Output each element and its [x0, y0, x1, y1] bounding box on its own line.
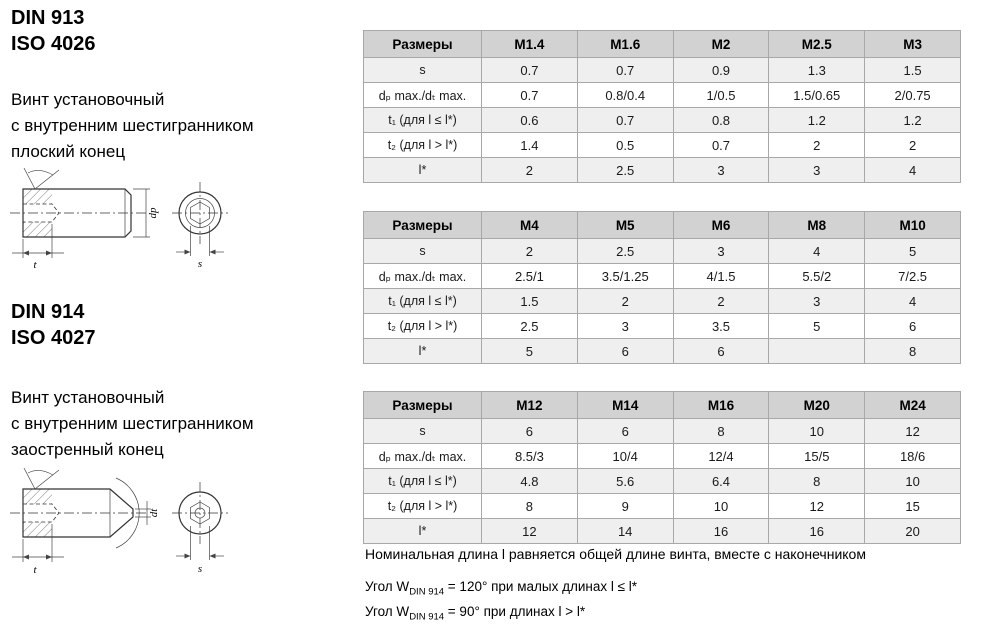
spec-value: 2 — [769, 133, 865, 158]
spec-value: 0.8/0.4 — [577, 83, 673, 108]
size-header: M5 — [577, 212, 673, 239]
spec-value: 0.7 — [673, 133, 769, 158]
note-text: = 120° при малых длинах l ≤ l* — [444, 579, 638, 594]
dim-label-dp: dp — [147, 207, 159, 219]
spec-row — [364, 108, 961, 133]
description-line: Винт установочный — [11, 90, 165, 109]
sizes-column-header: Размеры — [364, 31, 482, 58]
spec-table-m1-4-to-m3 — [363, 30, 961, 183]
row-label: t₂ (для l > l*) — [364, 494, 482, 519]
size-header: M1.6 — [577, 31, 673, 58]
spec-row — [364, 444, 961, 469]
standard-codes-din913 — [11, 5, 96, 57]
row-label: t₁ (для l ≤ l*) — [364, 289, 482, 314]
standard-code-iso: ISO 4027 — [11, 327, 96, 349]
note-subscript: DIN 914 — [409, 611, 445, 623]
spec-value: 7/2.5 — [865, 264, 961, 289]
spec-row — [364, 133, 961, 158]
spec-value: 6 — [673, 339, 769, 364]
dim-label-s: s — [197, 258, 203, 270]
spec-value: 12 — [865, 419, 961, 444]
size-header: M24 — [865, 392, 961, 419]
row-label: s — [364, 58, 482, 83]
spec-value: 16 — [673, 519, 769, 544]
note-text: = 90° при длинах l > l* — [444, 604, 586, 619]
screw-end-view — [172, 482, 228, 575]
row-label: dₚ max./dₜ max. — [364, 83, 482, 108]
spec-value: 3.5/1.25 — [577, 264, 673, 289]
spec-value: 3 — [673, 239, 769, 264]
sizes-column-header: Размеры — [364, 212, 482, 239]
spec-value: 4/1.5 — [673, 264, 769, 289]
dim-label-s: s — [197, 563, 203, 575]
description-line: заостренный конец — [11, 440, 164, 459]
spec-value: 10 — [865, 469, 961, 494]
row-label: t₁ (для l ≤ l*) — [364, 108, 482, 133]
standard-codes-din914 — [11, 299, 96, 351]
standard-code-din: DIN 914 — [11, 301, 85, 323]
spec-value: 2 — [865, 133, 961, 158]
spec-value: 1.2 — [865, 108, 961, 133]
spec-value: 8.5/3 — [482, 444, 578, 469]
row-label: t₁ (для l ≤ l*) — [364, 469, 482, 494]
spec-value: 2 — [577, 289, 673, 314]
dim-label-t: t — [33, 259, 37, 271]
spec-value: 1.3 — [769, 58, 865, 83]
spec-table-m12-to-m24 — [363, 391, 961, 544]
spec-row — [364, 83, 961, 108]
spec-table-m4-to-m10 — [363, 211, 961, 364]
spec-row — [364, 289, 961, 314]
size-header: M14 — [577, 392, 673, 419]
spec-value: 8 — [673, 419, 769, 444]
spec-value: 10 — [673, 494, 769, 519]
spec-value: 6 — [482, 419, 578, 444]
row-label: dₚ max./dₜ max. — [364, 444, 482, 469]
spec-value: 4 — [769, 239, 865, 264]
description-line: Винт установочный — [11, 388, 165, 407]
spec-value: 2.5 — [577, 158, 673, 183]
spec-value: 12/4 — [673, 444, 769, 469]
spec-value: 5 — [865, 239, 961, 264]
spec-value: 3 — [769, 158, 865, 183]
spec-row — [364, 264, 961, 289]
product-description-din914 — [11, 385, 254, 463]
spec-value: 8 — [482, 494, 578, 519]
spec-value — [769, 339, 865, 364]
spec-value: 5 — [482, 339, 578, 364]
spec-value: 5 — [769, 314, 865, 339]
spec-value: 10/4 — [577, 444, 673, 469]
row-label: s — [364, 419, 482, 444]
size-header: M20 — [769, 392, 865, 419]
spec-row — [364, 494, 961, 519]
note-nominal-length — [365, 546, 866, 562]
spec-value: 12 — [769, 494, 865, 519]
dim-label-dt: dt — [148, 508, 160, 518]
row-label: l* — [364, 158, 482, 183]
spec-value: 9 — [577, 494, 673, 519]
spec-value: 1.5 — [482, 289, 578, 314]
spec-value: 14 — [577, 519, 673, 544]
spec-row — [364, 314, 961, 339]
spec-value: 1.4 — [482, 133, 578, 158]
spec-value: 6 — [577, 339, 673, 364]
spec-value: 16 — [769, 519, 865, 544]
note-angle-90 — [365, 604, 585, 623]
size-header: M8 — [769, 212, 865, 239]
row-label: t₂ (для l > l*) — [364, 314, 482, 339]
row-label: l* — [364, 519, 482, 544]
size-header: M10 — [865, 212, 961, 239]
table-header-row — [364, 212, 961, 239]
table-header-row — [364, 392, 961, 419]
din914-technical-drawing — [4, 466, 254, 584]
dim-label-t: t — [33, 564, 37, 576]
sizes-column-header: Размеры — [364, 392, 482, 419]
spec-value: 0.7 — [482, 83, 578, 108]
size-header: M3 — [865, 31, 961, 58]
spec-row — [364, 58, 961, 83]
spec-value: 3.5 — [673, 314, 769, 339]
size-header: M12 — [482, 392, 578, 419]
note-angle-120 — [365, 579, 637, 598]
size-header: M4 — [482, 212, 578, 239]
spec-value: 0.9 — [673, 58, 769, 83]
standard-code-iso: ISO 4026 — [11, 33, 96, 55]
size-header: M6 — [673, 212, 769, 239]
size-header: M1.4 — [482, 31, 578, 58]
product-description-din913 — [11, 87, 254, 165]
spec-row — [364, 469, 961, 494]
spec-value: 4 — [865, 158, 961, 183]
standard-code-din: DIN 913 — [11, 7, 85, 29]
spec-value: 10 — [769, 419, 865, 444]
spec-value: 2.5 — [482, 314, 578, 339]
spec-value: 0.7 — [577, 58, 673, 83]
spec-value: 15 — [865, 494, 961, 519]
spec-value: 6.4 — [673, 469, 769, 494]
spec-row — [364, 419, 961, 444]
spec-value: 2 — [482, 158, 578, 183]
spec-value: 5.6 — [577, 469, 673, 494]
spec-value: 3 — [673, 158, 769, 183]
spec-value: 1/0.5 — [673, 83, 769, 108]
spec-value: 0.7 — [577, 108, 673, 133]
spec-value: 2.5/1 — [482, 264, 578, 289]
row-label: dₚ max./dₜ max. — [364, 264, 482, 289]
note-subscript: DIN 914 — [409, 586, 445, 598]
spec-value: 4.8 — [482, 469, 578, 494]
screw-end-view — [172, 182, 228, 270]
note-text: Номинальная длина l равняется общей длине винта, вместе с наконечником — [365, 546, 866, 562]
spec-value: 0.8 — [673, 108, 769, 133]
description-line: с внутренним шестигранником — [11, 116, 254, 135]
spec-value: 2/0.75 — [865, 83, 961, 108]
spec-value: 15/5 — [769, 444, 865, 469]
spec-value: 6 — [865, 314, 961, 339]
spec-value: 8 — [865, 339, 961, 364]
spec-value: 1.5 — [865, 58, 961, 83]
spec-row — [364, 519, 961, 544]
spec-row — [364, 158, 961, 183]
spec-row — [364, 239, 961, 264]
spec-value: 3 — [769, 289, 865, 314]
size-header: M16 — [673, 392, 769, 419]
spec-value: 0.7 — [482, 58, 578, 83]
row-label: t₂ (для l > l*) — [364, 133, 482, 158]
spec-value: 2 — [482, 239, 578, 264]
row-label: l* — [364, 339, 482, 364]
description-line: плоский конец — [11, 142, 126, 161]
spec-value: 1.2 — [769, 108, 865, 133]
description-line: с внутренним шестигранником — [11, 414, 254, 433]
size-header: M2 — [673, 31, 769, 58]
spec-row — [364, 339, 961, 364]
spec-value: 1.5/0.65 — [769, 83, 865, 108]
spec-value: 0.6 — [482, 108, 578, 133]
spec-value: 12 — [482, 519, 578, 544]
spec-value: 4 — [865, 289, 961, 314]
note-text: Угол W — [365, 579, 410, 594]
spec-value: 18/6 — [865, 444, 961, 469]
spec-value: 6 — [577, 419, 673, 444]
screw-side-view-cone-point — [10, 468, 160, 576]
spec-value: 5.5/2 — [769, 264, 865, 289]
spec-value: 2.5 — [577, 239, 673, 264]
spec-value: 2 — [673, 289, 769, 314]
spec-value: 8 — [769, 469, 865, 494]
table-header-row — [364, 31, 961, 58]
spec-value: 0.5 — [577, 133, 673, 158]
screw-side-view-flat-point — [10, 168, 159, 271]
din913-technical-drawing — [4, 166, 254, 274]
note-text: Угол W — [365, 604, 410, 619]
spec-value: 3 — [577, 314, 673, 339]
row-label: s — [364, 239, 482, 264]
size-header: M2.5 — [769, 31, 865, 58]
spec-value: 20 — [865, 519, 961, 544]
